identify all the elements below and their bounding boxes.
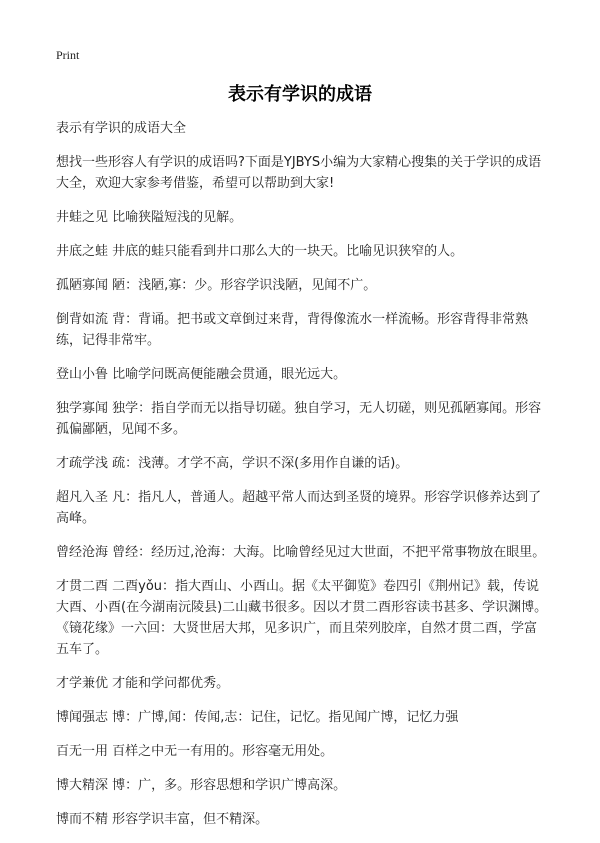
idiom-entry: 孤陋寡闻 陋：浅陋,寡：少。形容学识浅陋，见闻不广。	[56, 278, 377, 293]
idiom-entry: 倒背如流 背：背诵。把书或文章倒过来背，背得像流水一样流畅。形容背得非常熟练，记得非常牢。	[56, 312, 529, 348]
idiom-entry: 曾经沧海 曾经：经历过,沧海：大海。比喻曾经见过大世面，不把平常事物放在眼里。	[56, 545, 546, 560]
idiom-entry: 登山小鲁 比喻学问既高便能融会贯通，眼光远大。	[56, 367, 347, 382]
idiom-entry: 博大精深 博：广，多。形容思想和学识广博高深。	[56, 778, 347, 793]
idiom-entry: 才贯二酉 二酉yǒu：指大酉山、小酉山。据《太平御览》卷四引《荆州记》载，传说大酉、小酉(在今湖南沅陵县)二山藏书很多。因以才贯二酉形容读书甚多、学识渊博。《镜花缘》一六回：大贤世居大邦，见多识广，而且荣列胶庠，自然才贯二酉，学富五车了。	[56, 579, 548, 657]
idiom-entry: 井蛙之见 比喻狭隘短浅的见解。	[56, 210, 243, 225]
page-title: 表示有学识的成语	[228, 84, 372, 105]
idiom-entry: 博闻强志 博：广博,闻：传闻,志：记住，记忆。指见闻广博，记忆力强	[56, 710, 459, 725]
article-body	[56, 118, 548, 843]
subtitle: 表示有学识的成语大全	[56, 121, 187, 136]
idiom-entry: 井底之蛙 井底的蛙只能看到井口那么大的一块天。比喻见识狭窄的人。	[56, 244, 464, 259]
idiom-entry: 超凡入圣 凡：指凡人，普通人。超越平常人而达到圣贤的境界。形容学识修养达到了高峰。	[56, 490, 542, 526]
idiom-entry: 才学兼优 才能和学问都优秀。	[56, 676, 230, 691]
idiom-entry: 独学寡闻 独学：指自学而无以指导切磋。独自学习，无人切磋，则见孤陋寡闻。形容孤偏鄙陋，见闻不多。	[56, 401, 542, 437]
idiom-entry: 才疏学浅 疏：浅薄。才学不高，学识不深(多用作自谦的话)。	[56, 456, 409, 471]
print-link[interactable]: Print	[56, 48, 80, 62]
idiom-entry: 百无一用 百样之中无一有用的。形容毫无用处。	[56, 744, 334, 759]
intro-paragraph: 想找一些形容人有学识的成语吗?下面是YJBYS小编为大家精心搜集的关于学识的成语大全，欢迎大家参考借鉴，希望可以帮助到大家!	[56, 155, 542, 191]
idiom-entry: 博而不精 形容学识丰富，但不精深。	[56, 812, 269, 827]
